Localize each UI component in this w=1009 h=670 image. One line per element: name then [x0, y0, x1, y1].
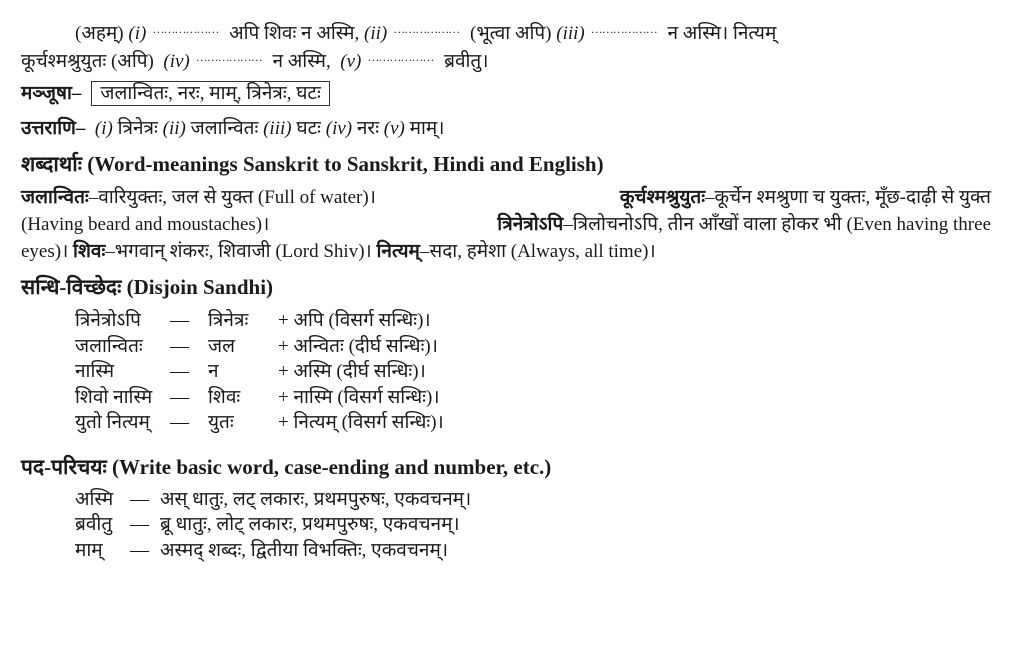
blank-number: (i): [128, 23, 147, 44]
answer: घटः: [296, 118, 321, 139]
blank: ………………: [367, 50, 434, 64]
word: नास्मि: [75, 361, 115, 382]
word: शिवो नास्मि: [75, 387, 153, 408]
dash: —: [170, 387, 189, 408]
word-box: जलान्वितः, नरः, माम्, त्रिनेत्रः, घटः: [91, 81, 329, 106]
answer-number: (ii): [162, 118, 186, 139]
exercise-line-1: [75, 16, 991, 47]
meaning: –सदा, हमेशा (Always, all time)।: [419, 241, 656, 262]
part: न: [208, 361, 219, 382]
term: कूर्चश्मश्रुयुतः: [619, 187, 706, 208]
word-meaning-line: [21, 185, 991, 211]
answer-number: (i): [94, 118, 113, 139]
text: (भूत्वा अपि): [470, 23, 552, 44]
blank: ………………: [195, 50, 262, 64]
text: ब्रवीतु।: [444, 51, 489, 72]
exercise-line-2: [21, 44, 991, 75]
word: त्रिनेत्रोऽपि: [75, 310, 141, 331]
analysis: अस्मद् शब्दः, द्वितीया विभक्तिः, एकवचनम्।: [160, 540, 449, 561]
analysis: ब्रू धातुः, लोट् लकारः, प्रथमपुरुषः, एकवचनम्।: [160, 514, 460, 535]
subtitle: (Write basic word, case-ending and number, etc.): [112, 455, 552, 479]
heading: पद-परिचयः: [21, 455, 107, 479]
meaning: –भगवान् शंकरः, शिवाजी (Lord Shiv)।: [105, 241, 372, 262]
pada-row: [75, 513, 460, 537]
heading: शब्दार्थाः: [21, 152, 82, 176]
pada-row: [75, 539, 448, 563]
analysis: अस् धातुः, लट् लकारः, प्रथमपुरुषः, एकवचनम्।: [160, 489, 472, 510]
blank: ………………: [393, 22, 460, 36]
sandhi-row: [75, 411, 444, 435]
text: कूर्चश्मश्रुयुतः (अपि): [21, 51, 154, 72]
dash: —: [170, 412, 189, 433]
subtitle: (Word-meanings Sanskrit to Sanskrit, Hindi and English): [87, 152, 604, 176]
heading: सन्धि-विच्छेदः: [21, 275, 122, 299]
answers: [21, 116, 991, 142]
text: (अहम्): [75, 23, 124, 44]
word-meaning-line: [21, 239, 991, 265]
pada-heading: [21, 454, 991, 480]
answer: जलान्वितः: [190, 118, 259, 139]
dash: —: [170, 310, 189, 331]
word: जलान्वितः: [75, 336, 143, 357]
meaning: (Having beard and moustaches)।: [21, 214, 270, 235]
blank-number: (ii): [364, 23, 388, 44]
blank: ………………: [152, 22, 219, 36]
word: अस्मि: [75, 489, 114, 510]
text: अपि शिवः न अस्मि,: [229, 23, 360, 44]
text: न अस्मि,: [272, 51, 331, 72]
dash: —: [170, 336, 189, 357]
blank-number: (iii): [556, 23, 585, 44]
term: त्रिनेत्रोऽपि: [497, 214, 564, 235]
word: युतो नित्यम्: [75, 412, 150, 433]
blank-number: (v): [340, 51, 362, 72]
word-meanings-heading: [21, 151, 991, 177]
sandhi-row: [75, 309, 431, 333]
answer: त्रिनेत्रः: [117, 118, 158, 139]
term: जलान्वितः: [21, 187, 89, 208]
part: त्रिनेत्रः: [208, 310, 249, 331]
answers-label: उत्तराणि–: [21, 118, 86, 139]
term: शिवः: [73, 241, 106, 262]
text: न अस्मि। नित्यम्: [667, 23, 777, 44]
dash: —: [170, 361, 189, 382]
part: + अन्वितः (दीर्घ सन्धिः)।: [278, 336, 438, 357]
sandhi-row: [75, 360, 426, 384]
meaning: –कूर्चेन श्मश्रुणा च युक्तः, मूँछ-दाढ़ी से युक्त: [705, 187, 991, 208]
answer: माम्।: [409, 118, 445, 139]
part: + अपि (विसर्ग सन्धिः)।: [278, 310, 431, 331]
meaning: –वारियुक्तः, जल से युक्त (Full of water)।: [88, 187, 376, 208]
answer-number: (v): [383, 118, 405, 139]
word: ब्रवीतु: [75, 514, 113, 535]
dash: —: [130, 514, 149, 535]
sandhi-row: [75, 335, 438, 359]
manjusha: [21, 81, 991, 107]
meaning: –त्रिलोचनोऽपि, तीन आँखों वाला होकर भी (Even having three: [563, 214, 991, 235]
sandhi-heading: [21, 274, 991, 300]
term: नित्यम्: [376, 241, 420, 262]
subtitle: (Disjoin Sandhi): [126, 275, 274, 299]
pada-row: [75, 488, 471, 512]
meaning: eyes)।: [21, 241, 69, 262]
part: युतः: [208, 412, 234, 433]
answer-number: (iii): [263, 118, 292, 139]
blank: ………………: [590, 22, 657, 36]
manjusha-label: मञ्जूषा–: [21, 83, 82, 104]
dash: —: [130, 540, 149, 561]
dash: —: [130, 489, 149, 510]
part: + नास्मि (विसर्ग सन्धिः)।: [278, 387, 440, 408]
sandhi-row: [75, 386, 440, 410]
word-meaning-line: [21, 212, 991, 238]
part: जल: [208, 336, 235, 357]
part: + नित्यम् (विसर्ग सन्धिः)।: [278, 412, 444, 433]
answer-number: (iv): [325, 118, 353, 139]
part: + अस्मि (दीर्घ सन्धिः)।: [278, 361, 426, 382]
answer: नरः: [356, 118, 380, 139]
word: माम्: [75, 540, 103, 561]
part: शिवः: [208, 387, 241, 408]
blank-number: (iv): [163, 51, 190, 72]
